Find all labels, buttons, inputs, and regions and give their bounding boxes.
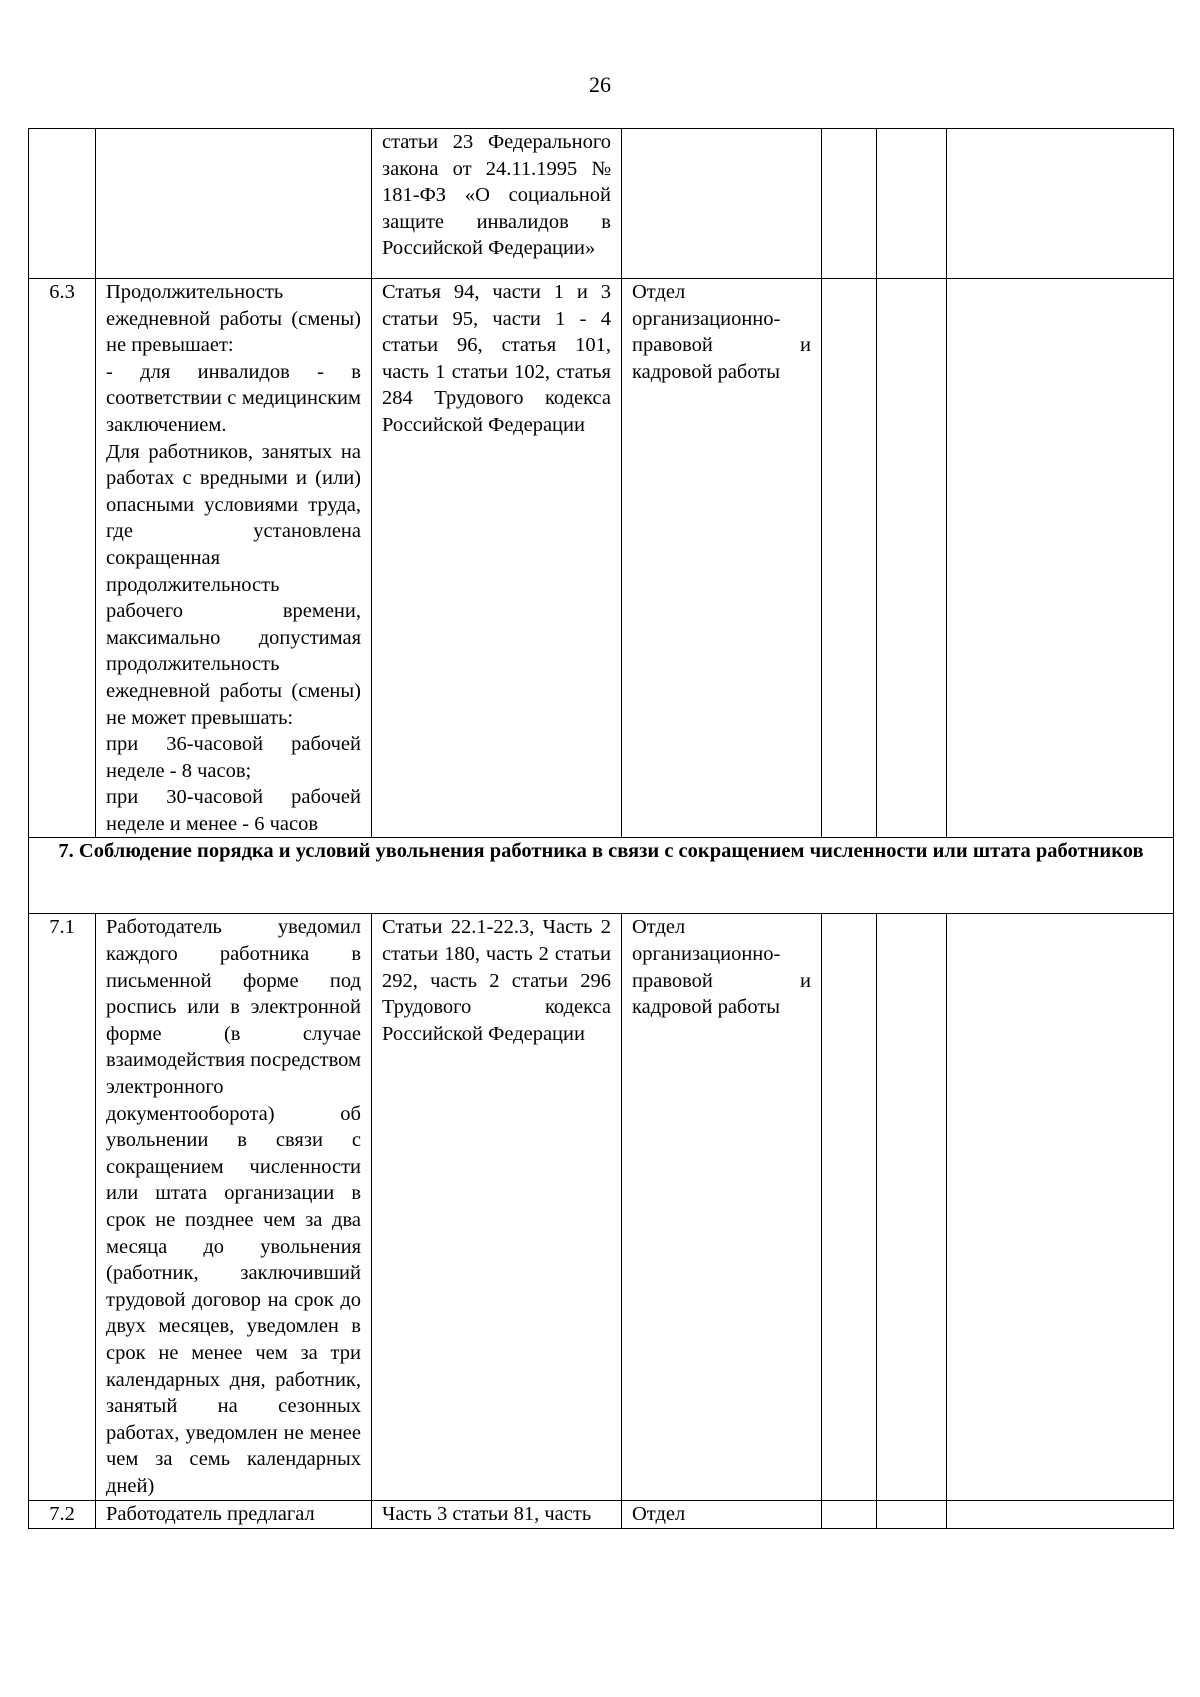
question-cell: Работодатель уведомил каждого работника в письменной форме под роспись или в электронной форме (в случае взаимодействия посредством электронного документооборота) об увольнении в связи с сокращением численности или штата организации в срок не позднее чем за два месяца до увольнения (работник, заключивший трудовой договор на срок до двух месяцев, уведомлен в срок не менее чем за три календарных дня, работник, занятый на сезонных работах, уведомлен не менее чем за семь календарных дней) <box>96 914 372 1500</box>
table-row-7-2 <box>29 1500 1174 1528</box>
empty-cell <box>877 129 947 279</box>
empty-cell <box>877 1500 947 1528</box>
empty-cell <box>877 914 947 1500</box>
question-line: - для инвалидов - в соответствии с медицинским заключением. <box>106 360 361 436</box>
question-cell: Работодатель предлагал <box>96 1500 372 1528</box>
table-row-6-3 <box>29 279 1174 838</box>
section-title: 7. Соблюдение порядка и условий увольнения работника в связи с сокращением численности или штата работников <box>29 838 1174 914</box>
legal-basis-cell: Статья 94, части 1 и 3 статьи 95, части 1 - 4 статьи 96, статья 101, часть 1 статьи 102, статья 284 Трудового кодекса Российской Федерации <box>372 279 622 838</box>
empty-cell <box>947 279 1174 838</box>
legal-basis-cell: Статьи 22.1-22.3, Часть 2 статьи 180, часть 2 статьи 292, часть 2 статьи 296 Трудового кодекса Российской Федерации <box>372 914 622 1500</box>
row-number-cell: 6.3 <box>29 279 96 838</box>
row-number-cell <box>29 129 96 279</box>
table-row-continuation <box>29 129 1174 279</box>
empty-cell <box>947 1500 1174 1528</box>
department-cell <box>622 129 822 279</box>
question-line: при 30-часовой рабочей неделе и менее - 6 часов <box>106 786 361 835</box>
empty-cell <box>947 914 1174 1500</box>
empty-cell <box>822 129 877 279</box>
question-cell <box>96 129 372 279</box>
legal-basis-cell: Часть 3 статьи 81, часть <box>372 1500 622 1528</box>
empty-cell <box>947 129 1174 279</box>
empty-cell <box>822 279 877 838</box>
question-line: Для работников, занятых на работах с вредными и (или) опасными условиями труда, где установлена сокращенная продолжительность рабочего времени, максимально допустимая продолжительность ежедневной работы (смены) не может превышать: <box>106 440 361 729</box>
section-header-row <box>29 838 1174 914</box>
empty-cell <box>822 914 877 1500</box>
legal-basis-cell: статьи 23 Федерального закона от 24.11.1995 № 181-ФЗ «О социальной защите инвалидов в Российской Федерации» <box>372 129 622 279</box>
page-number: 26 <box>589 72 611 97</box>
department-cell: Отдел <box>622 1500 822 1528</box>
empty-cell <box>877 279 947 838</box>
department-cell: Отдел организационно-правовой и кадровой работы <box>622 279 822 838</box>
department-cell: Отдел организационно-правовой и кадровой работы <box>622 914 822 1500</box>
question-line: Продолжительность ежедневной работы (смены) не превышает: <box>106 281 361 357</box>
checklist-table <box>28 128 1174 1529</box>
question-line: при 36-часовой рабочей неделе - 8 часов; <box>106 733 361 782</box>
table-row-7-1 <box>29 914 1174 1500</box>
row-number-cell: 7.2 <box>29 1500 96 1528</box>
empty-cell <box>822 1500 877 1528</box>
question-cell <box>96 279 372 838</box>
row-number-cell: 7.1 <box>29 914 96 1500</box>
